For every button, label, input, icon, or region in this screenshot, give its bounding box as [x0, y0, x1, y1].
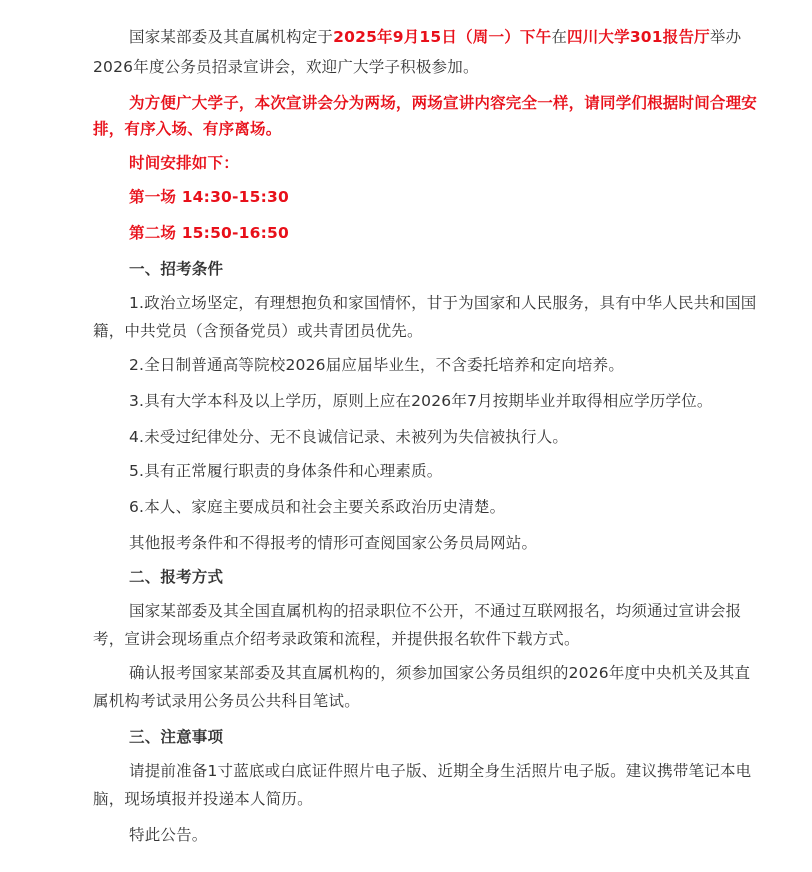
session-1: 第一场 14:30-15:30 — [129, 188, 290, 206]
schedule-heading: 时间安排如下： — [129, 154, 239, 172]
notes-para-line-2: 脑，现场填报并投递本人简历。 — [93, 790, 313, 808]
intro-text-2: 在 — [551, 28, 568, 46]
apply-method-para-2-line-2: 属机构考试录用公务员公共科目笔试。 — [93, 692, 360, 710]
notice-line-2: 排，有序入场、有序离场。 — [93, 120, 282, 138]
other-conditions: 其他报考条件和不得报考的情形可查阅国家公务员局网站。 — [129, 534, 538, 552]
intro-text-3: 举办 — [709, 28, 742, 46]
apply-method-para-1-line-2: 考，宣讲会现场重点介绍考录政策和流程，并提供报名软件下载方式。 — [93, 630, 580, 648]
event-date: 2025年9月15日（周一）下午 — [333, 28, 552, 46]
intro-line-2: 2026年度公务员招录宣讲会，欢迎广大学子积极参加。 — [93, 58, 479, 76]
apply-method-para-1-line-1: 国家某部委及其全国直属机构的招录职位不公开，不通过互联网报名，均须通过宣讲会报 — [129, 602, 742, 620]
condition-4: 4.未受过纪律处分、无不良诚信记录、未被列为失信被执行人。 — [129, 428, 569, 446]
condition-2: 2.全日制普通高等院校2026届应届毕业生，不含委托培养和定向培养。 — [129, 356, 625, 374]
notice-line-1: 为方便广大学子，本次宣讲会分为两场，两场宣讲内容完全一样，请同学们根据时间合理安 — [129, 94, 758, 112]
event-venue: 四川大学301报告厅 — [567, 28, 710, 46]
section-3-title: 三、注意事项 — [129, 728, 224, 746]
condition-3: 3.具有大学本科及以上学历，原则上应在2026年7月按期毕业并取得相应学历学位。 — [129, 392, 713, 410]
condition-5: 5.具有正常履行职责的身体条件和心理素质。 — [129, 462, 443, 480]
condition-1-line-1: 1.政治立场坚定，有理想抱负和家国情怀，甘于为国家和人民服务，具有中华人民共和国国 — [129, 294, 757, 312]
intro-text-1: 国家某部委及其直属机构定于 — [129, 28, 334, 46]
closing-statement: 特此公告。 — [129, 826, 208, 844]
notes-para-line-1: 请提前准备1寸蓝底或白底证件照片电子版、近期全身生活照片电子版。建议携带笔记本电 — [129, 762, 752, 780]
condition-1-line-2: 籍，中共党员（含预备党员）或共青团员优先。 — [93, 322, 423, 340]
condition-6: 6.本人、家庭主要成员和社会主要关系政治历史清楚。 — [129, 498, 506, 516]
apply-method-para-2-line-1: 确认报考国家某部委及其直属机构的，须参加国家公务员组织的2026年度中央机关及其直 — [129, 664, 751, 682]
intro-line-1 — [129, 27, 741, 47]
session-2: 第二场 15:50-16:50 — [129, 224, 290, 242]
section-2-title: 二、报考方式 — [129, 568, 224, 586]
section-1-title: 一、招考条件 — [129, 260, 224, 278]
